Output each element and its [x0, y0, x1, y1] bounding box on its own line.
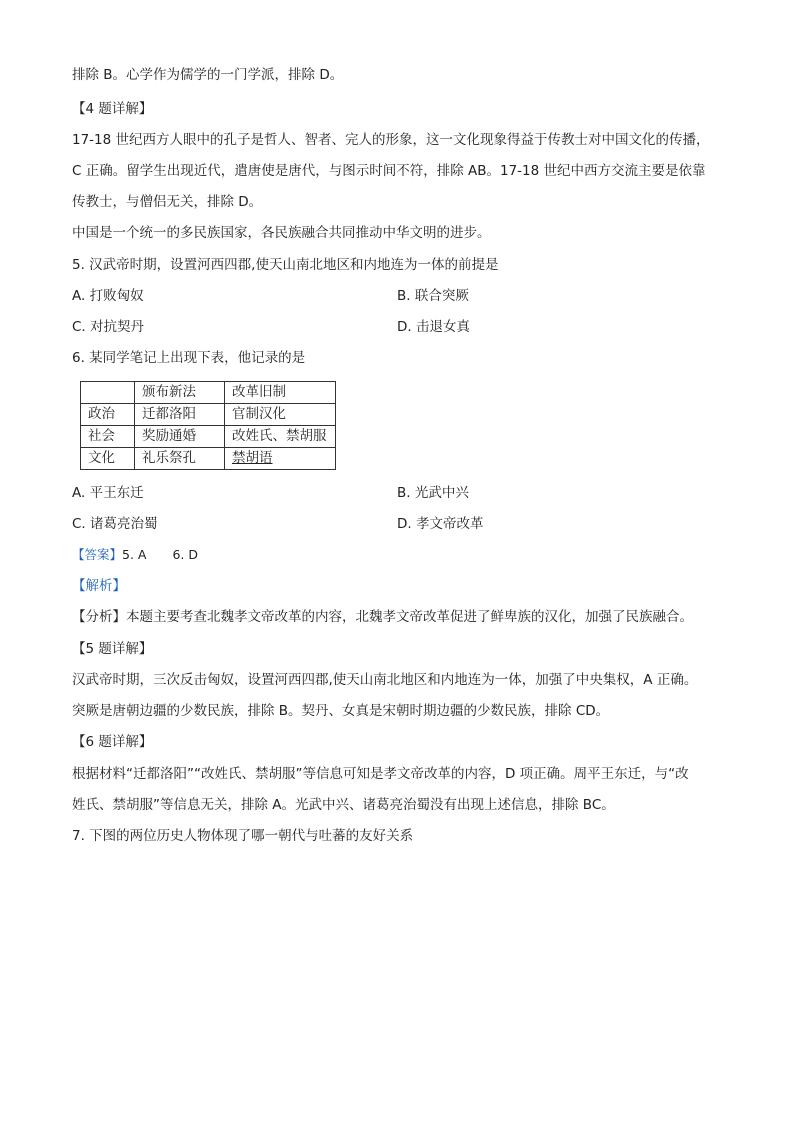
table-cell: 改姓氏、禁胡服 [225, 426, 336, 448]
question-5: 5. 汉武帝时期，设置河西四郡,使天山南北地区和内地连为一体的前提是 [72, 257, 499, 273]
table-cell [81, 382, 135, 404]
table-cell: 礼乐祭孔 [135, 448, 225, 470]
table-cell: 政治 [81, 404, 135, 426]
table-cell: 迁都洛阳 [135, 404, 225, 426]
table-cell [225, 448, 336, 470]
table-cell: 改革旧制 [225, 382, 336, 404]
q5-option-c: C. 对抗契丹 [72, 319, 145, 335]
text-line: 传教士，与僧侣无关，排除 D。 [72, 194, 263, 210]
text-line: 汉武帝时期，三次反击匈奴，设置河西四郡,使天山南北地区和内地连为一体，加强了中央集权，A 正确。 [72, 672, 698, 688]
q5-option-a: A. 打败匈奴 [72, 288, 144, 304]
text-line: 根据材料“迁都洛阳”“改姓氏、禁胡服”等信息可知是孝文帝改革的内容，D 项正确。周平王东迁，与“改 [72, 766, 689, 782]
q6-option-a: A. 平王东迁 [72, 485, 144, 501]
notes-table [80, 381, 336, 470]
fenxi-text: 本题主要考查北魏孝文帝改革的内容，北魏孝文帝改革促进了鲜卑族的汉化，加强了民族融合。 [126, 609, 693, 625]
answer-line [72, 546, 198, 564]
table-row [81, 382, 336, 404]
table-row [81, 448, 336, 470]
intro-text: 中国是一个统一的多民族国家，各民族融合共同推动中华文明的进步。 [72, 225, 491, 241]
analysis-heading: 【解析】 [72, 578, 126, 594]
text-line: C 正确。留学生出现近代，遣唐使是唐代，与图示时间不符，排除 AB。17-18 世纪中西方交流主要是依靠 [72, 163, 706, 179]
table-cell: 社会 [81, 426, 135, 448]
q6-detail-heading: 【6 题详解】 [72, 734, 153, 750]
table-row [81, 426, 336, 448]
q5-detail-heading: 【5 题详解】 [72, 641, 153, 657]
q5-option-b: B. 联合突厥 [397, 288, 469, 304]
answer-6: 6. D [172, 547, 198, 562]
answer-label: 【答案】 [72, 547, 123, 562]
text-line: 17-18 世纪西方人眼中的孔子是哲人、智者、完人的形象，这一文化现象得益于传教士对中国文化的传播， [72, 132, 710, 148]
q6-option-b: B. 光武中兴 [397, 485, 469, 501]
text-line: 姓氏、禁胡服”等信息无关，排除 A。光武中兴、诸葛亮治蜀没有出现上述信息，排除 BC。 [72, 797, 615, 813]
question-7: 7. 下图的两位历史人物体现了哪一朝代与吐蕃的友好关系 [72, 828, 414, 844]
table-cell: 文化 [81, 448, 135, 470]
table-cell: 颁布新法 [135, 382, 225, 404]
q6-option-c: C. 诸葛亮治蜀 [72, 516, 158, 532]
question-6: 6. 某同学笔记上出现下表，他记录的是 [72, 350, 306, 366]
answer-5: 5. A [122, 547, 147, 562]
table-cell: 官制汉化 [225, 404, 336, 426]
q6-option-d: D. 孝文帝改革 [397, 516, 484, 532]
fenxi-line [72, 608, 693, 626]
q5-option-d: D. 击退女真 [397, 319, 470, 335]
fenxi-label: 【分析】 [72, 609, 126, 625]
text-line: 排除 B。心学作为儒学的一门学派，排除 D。 [72, 67, 344, 83]
table-row [81, 404, 336, 426]
text-line: 突厥是唐朝边疆的少数民族，排除 B。契丹、女真是宋朝时期边疆的少数民族，排除 CD。 [72, 703, 610, 719]
underlined-text: 禁胡语 [232, 450, 273, 466]
table-cell: 奖励通婚 [135, 426, 225, 448]
q4-heading: 【4 题详解】 [72, 101, 153, 117]
